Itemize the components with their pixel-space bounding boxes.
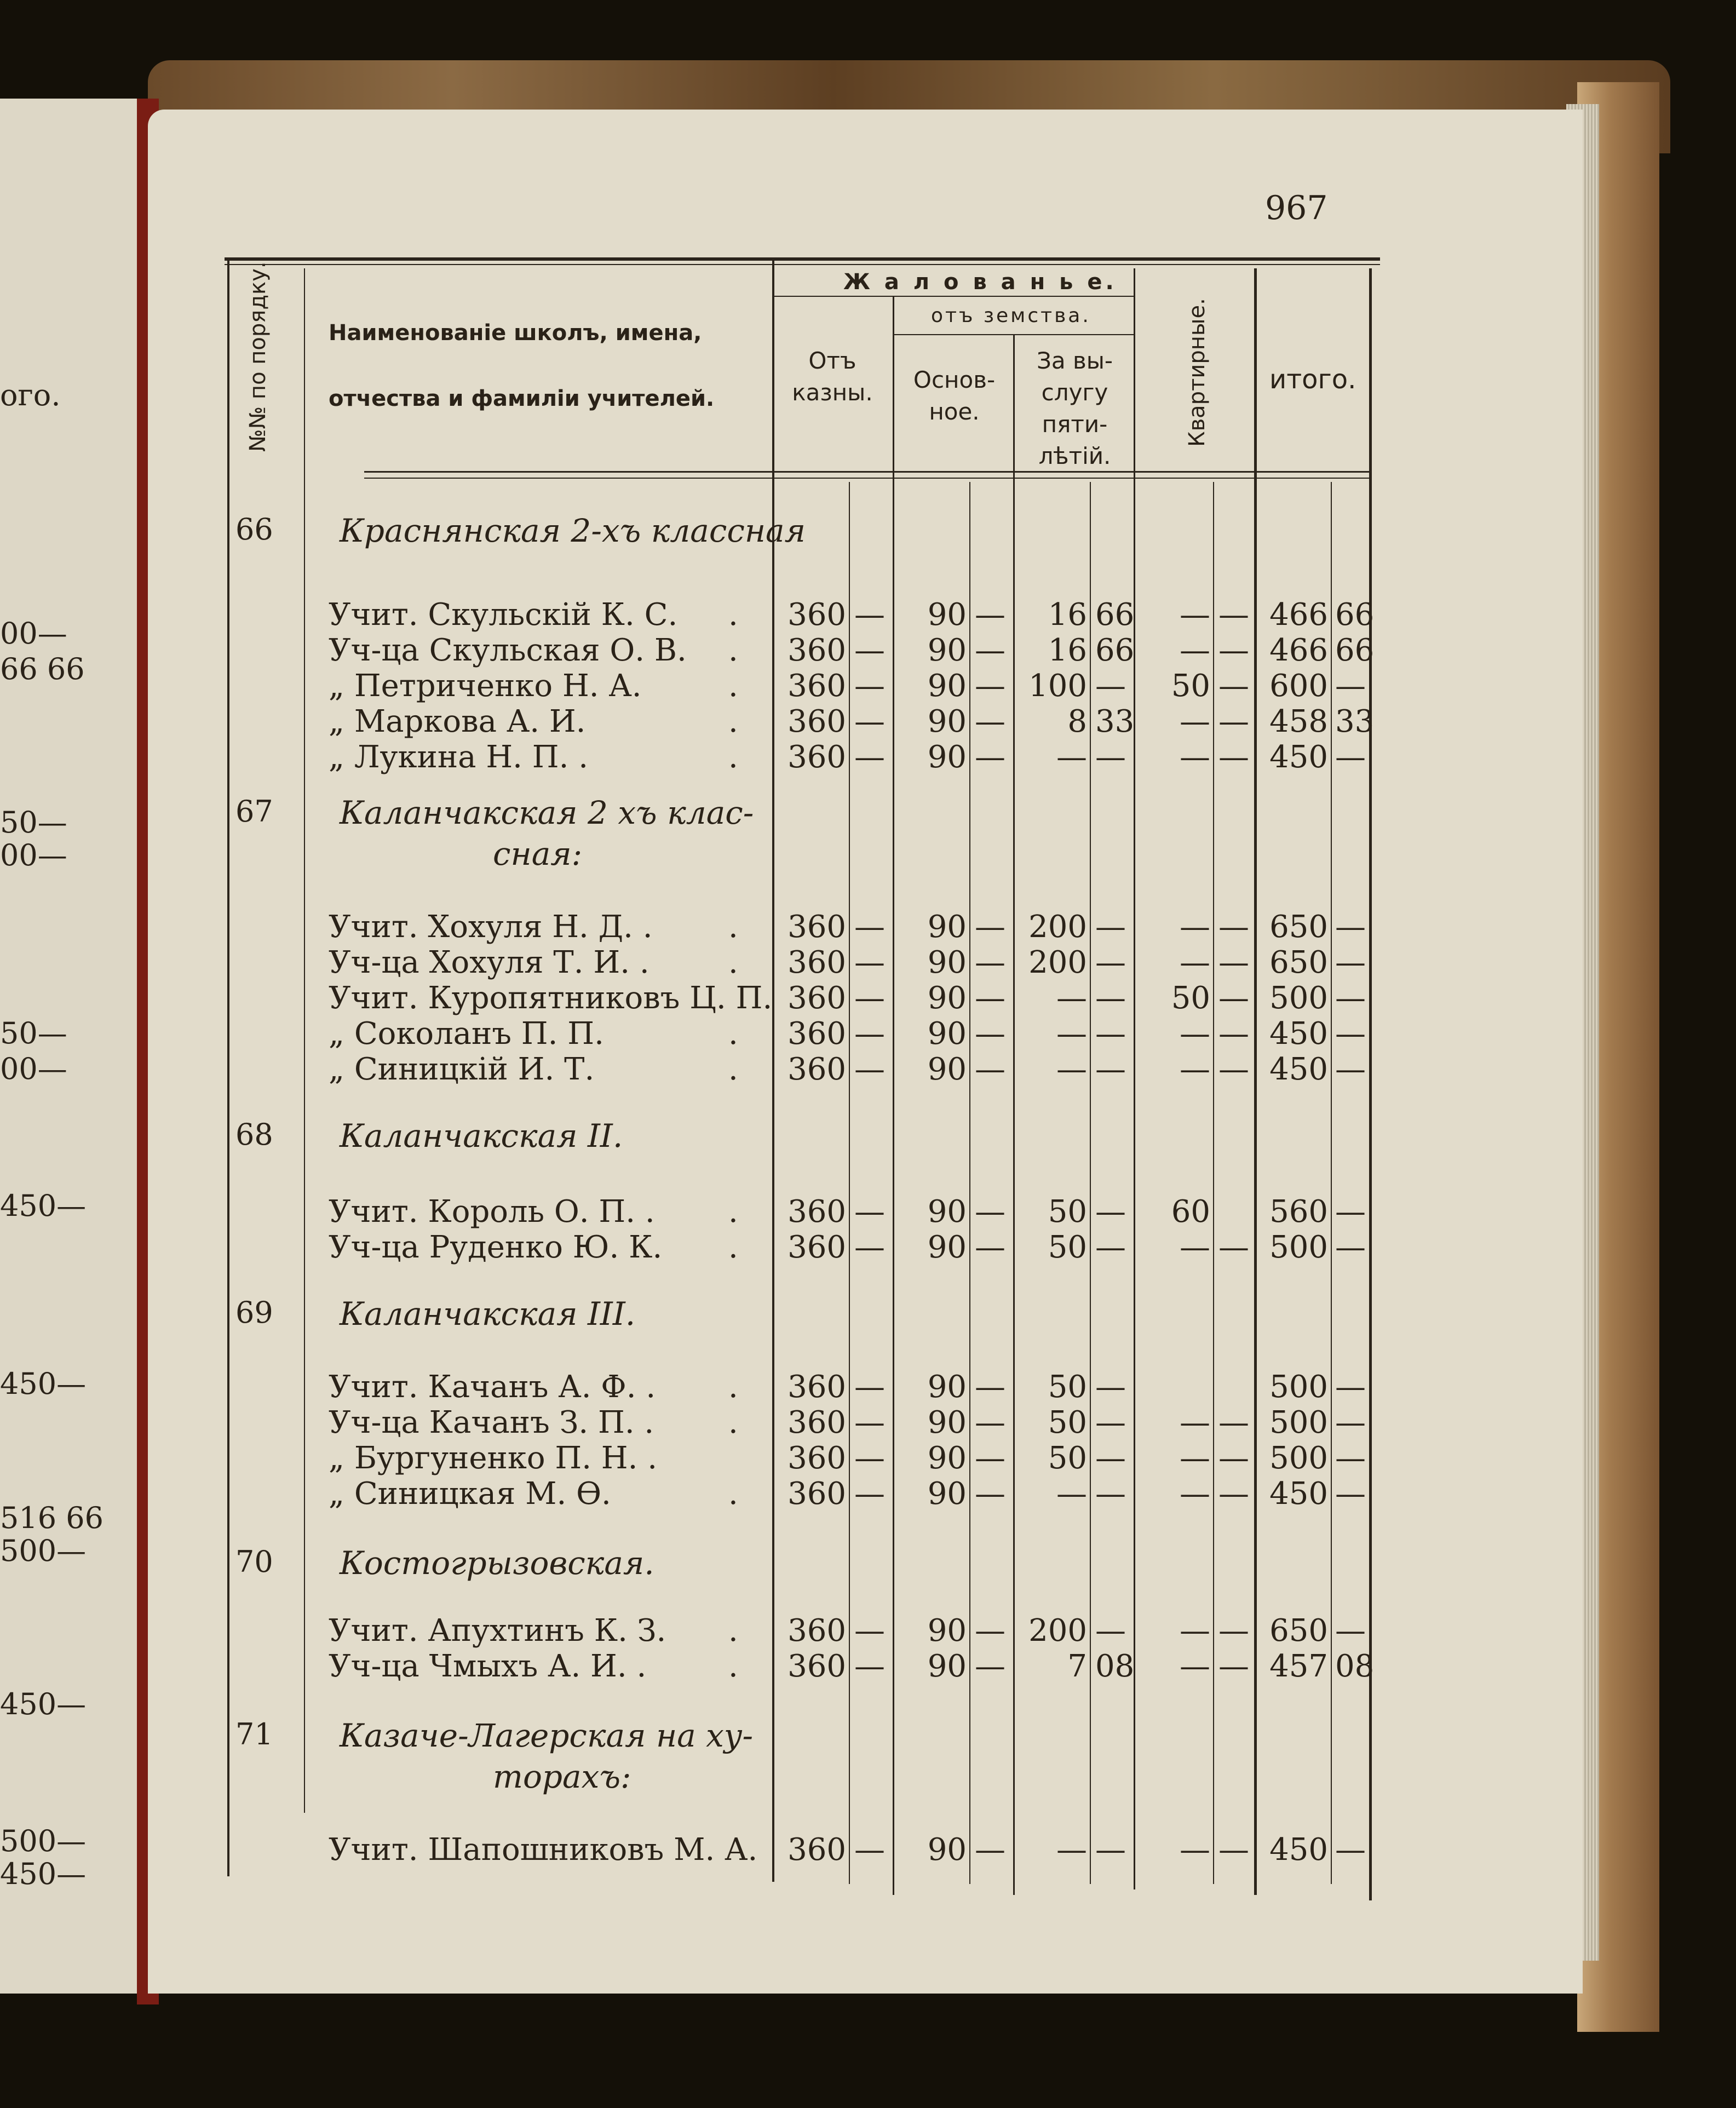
service-fraction: — bbox=[1095, 668, 1126, 704]
subcol-rule-total bbox=[1331, 482, 1332, 1884]
teacher-name: „ Соколанъ П. П. bbox=[329, 1016, 604, 1052]
service-value: — bbox=[1056, 1476, 1087, 1512]
treasury-fraction: — bbox=[854, 739, 885, 775]
leader-dots: . bbox=[728, 909, 738, 945]
total-value: 466 bbox=[1269, 597, 1328, 633]
leader-dots: . bbox=[728, 1649, 738, 1684]
total-value: 450 bbox=[1269, 1016, 1328, 1052]
col-rule-name bbox=[772, 261, 774, 1882]
service-fraction: — bbox=[1095, 909, 1126, 945]
total-fraction: — bbox=[1335, 1405, 1366, 1440]
teacher-name: „ Петриченко Н. А. bbox=[329, 668, 642, 704]
service-fraction: — bbox=[1095, 945, 1126, 980]
leader-dots: . bbox=[728, 1476, 738, 1512]
left-page-value: 516 66 bbox=[0, 1501, 104, 1535]
housing-fraction: — bbox=[1218, 1230, 1249, 1265]
service-fraction: — bbox=[1095, 1613, 1126, 1649]
service-value: 50 bbox=[1048, 1194, 1087, 1230]
subcol-rule-service bbox=[1090, 482, 1091, 1884]
teacher-name: „ Синицкая М. Ѳ. bbox=[329, 1476, 611, 1512]
subcol-rule-treasury bbox=[849, 482, 850, 1884]
basic-value: 90 bbox=[927, 980, 967, 1016]
basic-fraction: — bbox=[975, 633, 1005, 668]
service-fraction: — bbox=[1095, 739, 1126, 775]
treasury-value: 360 bbox=[787, 1016, 846, 1052]
treasury-value: 360 bbox=[787, 945, 846, 980]
housing-fraction: — bbox=[1218, 1440, 1249, 1476]
basic-value: 90 bbox=[927, 1016, 967, 1052]
basic-fraction: — bbox=[975, 1440, 1005, 1476]
treasury-value: 360 bbox=[787, 1052, 846, 1087]
basic-fraction: — bbox=[975, 1230, 1005, 1265]
header-bottom-rule bbox=[364, 471, 1369, 473]
header-housing: Квартирные. bbox=[1185, 298, 1210, 447]
school-index: 69 bbox=[235, 1295, 273, 1330]
basic-value: 90 bbox=[927, 1052, 967, 1087]
left-page-value: 450— bbox=[0, 1366, 87, 1401]
housing-value: — bbox=[1180, 1052, 1210, 1087]
teacher-name: Уч-ца Качанъ З. П. . bbox=[329, 1405, 654, 1440]
housing-fraction: — bbox=[1218, 704, 1249, 739]
leader-dots: . bbox=[728, 668, 738, 704]
total-fraction: — bbox=[1335, 739, 1366, 775]
left-page-value: 450— bbox=[0, 1687, 87, 1721]
leader-dots: . bbox=[728, 1613, 738, 1649]
housing-value: — bbox=[1180, 1016, 1210, 1052]
left-page-value: 50— bbox=[0, 1016, 67, 1050]
col-rule-treasury bbox=[893, 296, 894, 1895]
total-fraction: 33 bbox=[1335, 704, 1375, 739]
treasury-value: 360 bbox=[787, 1649, 846, 1684]
header-basic: Основ- ное. bbox=[913, 366, 996, 425]
total-value: 458 bbox=[1269, 704, 1328, 739]
service-fraction: 66 bbox=[1095, 597, 1135, 633]
total-value: 650 bbox=[1269, 1613, 1328, 1649]
basic-value: 90 bbox=[927, 597, 967, 633]
left-page-value: 450— bbox=[0, 1188, 87, 1223]
school-name: Краснянская 2-хъ классная bbox=[340, 512, 806, 549]
housing-value: — bbox=[1180, 739, 1210, 775]
school-index: 68 bbox=[235, 1117, 273, 1152]
housing-value: — bbox=[1180, 704, 1210, 739]
service-fraction: 33 bbox=[1095, 704, 1135, 739]
service-value: — bbox=[1056, 739, 1087, 775]
total-value: 650 bbox=[1269, 909, 1328, 945]
leader-dots: . bbox=[728, 633, 738, 668]
treasury-value: 360 bbox=[787, 1476, 846, 1512]
housing-fraction: — bbox=[1218, 1832, 1249, 1868]
basic-fraction: — bbox=[975, 1194, 1005, 1230]
treasury-value: 360 bbox=[787, 668, 846, 704]
treasury-fraction: — bbox=[854, 1230, 885, 1265]
basic-value: 90 bbox=[927, 1230, 967, 1265]
basic-value: 90 bbox=[927, 668, 967, 704]
treasury-fraction: — bbox=[854, 1613, 885, 1649]
housing-fraction: — bbox=[1218, 1649, 1249, 1684]
treasury-value: 360 bbox=[787, 1369, 846, 1405]
left-page-header-fragment: ого. bbox=[0, 378, 61, 412]
housing-fraction: — bbox=[1218, 597, 1249, 633]
treasury-value: 360 bbox=[787, 1832, 846, 1868]
basic-value: 90 bbox=[927, 1194, 967, 1230]
service-value: 200 bbox=[1028, 945, 1087, 980]
school-name: Каланчакская II. bbox=[340, 1117, 623, 1154]
header-name-line1: Наименованіе школъ, имена, bbox=[329, 320, 702, 346]
housing-value: — bbox=[1180, 597, 1210, 633]
subcol-rule-housing bbox=[1213, 482, 1214, 1884]
total-fraction: 66 bbox=[1335, 633, 1375, 668]
total-value: 500 bbox=[1269, 1440, 1328, 1476]
left-page-value: 500— bbox=[0, 1533, 87, 1568]
school-name: Костогрызовская. bbox=[340, 1544, 654, 1582]
basic-fraction: — bbox=[975, 1613, 1005, 1649]
total-value: 450 bbox=[1269, 739, 1328, 775]
leader-dots: . bbox=[728, 704, 738, 739]
basic-fraction: — bbox=[975, 1649, 1005, 1684]
treasury-value: 360 bbox=[787, 980, 846, 1016]
treasury-value: 360 bbox=[787, 1194, 846, 1230]
treasury-fraction: — bbox=[854, 668, 885, 704]
col-rule-basic bbox=[1013, 334, 1015, 1895]
housing-fraction: — bbox=[1218, 1405, 1249, 1440]
service-value: — bbox=[1056, 1832, 1087, 1868]
housing-value: — bbox=[1180, 1476, 1210, 1512]
treasury-fraction: — bbox=[854, 1369, 885, 1405]
total-fraction: — bbox=[1335, 980, 1366, 1016]
basic-fraction: — bbox=[975, 1476, 1005, 1512]
treasury-fraction: — bbox=[854, 1405, 885, 1440]
leader-dots: . bbox=[728, 1052, 738, 1087]
service-fraction: — bbox=[1095, 1369, 1126, 1405]
service-value: 16 bbox=[1048, 633, 1087, 668]
header-top-rule bbox=[225, 257, 1380, 261]
housing-fraction: — bbox=[1218, 633, 1249, 668]
service-fraction: — bbox=[1095, 1016, 1126, 1052]
housing-fraction: — bbox=[1218, 1613, 1249, 1649]
treasury-value: 360 bbox=[787, 597, 846, 633]
service-fraction: — bbox=[1095, 1230, 1126, 1265]
housing-value: 50 bbox=[1171, 668, 1210, 704]
total-fraction: — bbox=[1335, 1052, 1366, 1087]
col-rule-service bbox=[1134, 268, 1135, 1889]
basic-value: 90 bbox=[927, 1832, 967, 1868]
total-fraction: — bbox=[1335, 909, 1366, 945]
basic-fraction: — bbox=[975, 704, 1005, 739]
leader-dots: . bbox=[728, 1194, 738, 1230]
treasury-value: 360 bbox=[787, 1613, 846, 1649]
basic-value: 90 bbox=[927, 1613, 967, 1649]
basic-value: 90 bbox=[927, 1476, 967, 1512]
basic-value: 90 bbox=[927, 633, 967, 668]
header-service: За вы- слугу пяти- лѣтій. bbox=[1036, 347, 1113, 469]
total-value: 500 bbox=[1269, 1230, 1328, 1265]
total-value: 466 bbox=[1269, 633, 1328, 668]
basic-value: 90 bbox=[927, 1369, 967, 1405]
total-value: 500 bbox=[1269, 1405, 1328, 1440]
housing-fraction: — bbox=[1218, 1052, 1249, 1087]
total-fraction: — bbox=[1335, 1476, 1366, 1512]
total-fraction: 08 bbox=[1335, 1649, 1375, 1684]
header-salary-group: Ж а л о в а н ь е. bbox=[843, 269, 1117, 295]
total-fraction: — bbox=[1335, 1194, 1366, 1230]
treasury-value: 360 bbox=[787, 909, 846, 945]
basic-fraction: — bbox=[975, 1832, 1005, 1868]
treasury-value: 360 bbox=[787, 1440, 846, 1476]
service-value: 200 bbox=[1028, 1613, 1087, 1649]
left-page-value: 50— bbox=[0, 805, 67, 840]
service-value: 8 bbox=[1067, 704, 1087, 739]
total-fraction: — bbox=[1335, 1016, 1366, 1052]
treasury-fraction: — bbox=[854, 1832, 885, 1868]
housing-fraction: — bbox=[1218, 1016, 1249, 1052]
total-fraction: 66 bbox=[1335, 597, 1375, 633]
header-treasury: Отъ казны. bbox=[792, 347, 873, 406]
housing-fraction: — bbox=[1218, 668, 1249, 704]
teacher-name: Уч-ца Скульская О. В. bbox=[329, 633, 687, 668]
header-bottom-rule-2 bbox=[364, 478, 1369, 479]
service-value: 50 bbox=[1048, 1440, 1087, 1476]
service-value: — bbox=[1056, 1016, 1087, 1052]
housing-value: — bbox=[1180, 633, 1210, 668]
leader-dots: . bbox=[728, 739, 738, 775]
left-page-value: 00— bbox=[0, 616, 67, 651]
total-value: 457 bbox=[1269, 1649, 1328, 1684]
school-name: Каланчакская 2 хъ клас- bbox=[340, 794, 754, 831]
basic-value: 90 bbox=[927, 1440, 967, 1476]
service-fraction: 66 bbox=[1095, 633, 1135, 668]
school-index: 66 bbox=[235, 512, 273, 547]
teacher-name: „ Бургуненко П. Н. . bbox=[329, 1440, 658, 1476]
service-value: 50 bbox=[1048, 1369, 1087, 1405]
housing-fraction: — bbox=[1218, 909, 1249, 945]
basic-value: 90 bbox=[927, 945, 967, 980]
treasury-value: 360 bbox=[787, 704, 846, 739]
housing-value: — bbox=[1180, 1613, 1210, 1649]
leader-dots: . bbox=[728, 1369, 738, 1405]
col-rule-left bbox=[227, 261, 229, 1876]
housing-value: — bbox=[1180, 1440, 1210, 1476]
basic-fraction: — bbox=[975, 1405, 1005, 1440]
basic-value: 90 bbox=[927, 1649, 967, 1684]
service-fraction: — bbox=[1095, 1052, 1126, 1087]
service-value: 200 bbox=[1028, 909, 1087, 945]
service-value: 50 bbox=[1048, 1405, 1087, 1440]
teacher-name: Учит. Куропятниковъ Ц. П. bbox=[329, 980, 773, 1016]
treasury-value: 360 bbox=[787, 1230, 846, 1265]
total-value: 600 bbox=[1269, 668, 1328, 704]
total-fraction: — bbox=[1335, 1613, 1366, 1649]
total-value: 560 bbox=[1269, 1194, 1328, 1230]
basic-fraction: — bbox=[975, 1369, 1005, 1405]
service-value: — bbox=[1056, 980, 1087, 1016]
housing-value: 50 bbox=[1171, 980, 1210, 1016]
treasury-fraction: — bbox=[854, 1016, 885, 1052]
teacher-name: Учит. Король О. П. . bbox=[329, 1194, 655, 1230]
treasury-value: 360 bbox=[787, 1405, 846, 1440]
basic-fraction: — bbox=[975, 597, 1005, 633]
school-index: 67 bbox=[235, 794, 273, 829]
housing-value: — bbox=[1180, 945, 1210, 980]
teacher-name: „ Лукина Н. П. . bbox=[329, 739, 589, 775]
service-fraction: — bbox=[1095, 1194, 1126, 1230]
teacher-name: Учит. Качанъ А. Ф. . bbox=[329, 1369, 656, 1405]
total-fraction: — bbox=[1335, 1230, 1366, 1265]
treasury-fraction: — bbox=[854, 704, 885, 739]
basic-fraction: — bbox=[975, 668, 1005, 704]
teacher-name: Учит. Шапошниковъ М. А. bbox=[329, 1832, 758, 1868]
housing-value: 60 bbox=[1171, 1194, 1210, 1230]
basic-value: 90 bbox=[927, 704, 967, 739]
housing-value: — bbox=[1180, 1230, 1210, 1265]
housing-fraction: — bbox=[1218, 945, 1249, 980]
leader-dots: . bbox=[728, 1230, 738, 1265]
basic-value: 90 bbox=[927, 739, 967, 775]
total-value: 450 bbox=[1269, 1832, 1328, 1868]
treasury-value: 360 bbox=[787, 739, 846, 775]
housing-value: — bbox=[1180, 1832, 1210, 1868]
treasury-fraction: — bbox=[854, 909, 885, 945]
service-value: 16 bbox=[1048, 597, 1087, 633]
treasury-fraction: — bbox=[854, 1440, 885, 1476]
service-value: 7 bbox=[1067, 1649, 1087, 1684]
left-page-value: 00— bbox=[0, 838, 67, 872]
teacher-name: Учит. Хохуля Н. Д. . bbox=[329, 909, 653, 945]
service-fraction: — bbox=[1095, 1405, 1126, 1440]
housing-value: — bbox=[1180, 1649, 1210, 1684]
basic-value: 90 bbox=[927, 909, 967, 945]
total-fraction: — bbox=[1335, 1832, 1366, 1868]
housing-value: — bbox=[1180, 1405, 1210, 1440]
school-index: 71 bbox=[235, 1717, 273, 1751]
total-fraction: — bbox=[1335, 1369, 1366, 1405]
teacher-name: Уч-ца Хохуля Т. И. . bbox=[329, 945, 649, 980]
teacher-name: Уч-ца Чмыхъ А. И. . bbox=[329, 1649, 647, 1684]
school-name: Каланчакская III. bbox=[340, 1295, 636, 1332]
teacher-name: „ Маркова А. И. bbox=[329, 704, 586, 739]
treasury-fraction: — bbox=[854, 945, 885, 980]
salary-group-rule bbox=[772, 296, 1134, 297]
leader-dots: . bbox=[728, 1016, 738, 1052]
left-page-value: 450— bbox=[0, 1857, 87, 1891]
teacher-name: Учит. Скульскій К. С. bbox=[329, 597, 678, 633]
col-rule-housing bbox=[1254, 268, 1257, 1895]
basic-fraction: — bbox=[975, 1016, 1005, 1052]
total-fraction: — bbox=[1335, 1440, 1366, 1476]
service-fraction: — bbox=[1095, 1476, 1126, 1512]
page-number: 967 bbox=[1265, 189, 1328, 227]
col-rule-index bbox=[304, 268, 305, 1813]
leader-dots: . bbox=[728, 945, 738, 980]
header-name-line2: отчества и фамиліи учителей. bbox=[329, 386, 715, 411]
total-value: 450 bbox=[1269, 1476, 1328, 1512]
total-fraction: — bbox=[1335, 945, 1366, 980]
service-fraction: 08 bbox=[1095, 1649, 1135, 1684]
basic-value: 90 bbox=[927, 1405, 967, 1440]
treasury-fraction: — bbox=[854, 1476, 885, 1512]
treasury-fraction: — bbox=[854, 597, 885, 633]
left-page-value: 00— bbox=[0, 1052, 67, 1086]
treasury-fraction: — bbox=[854, 1649, 885, 1684]
service-fraction: — bbox=[1095, 1440, 1126, 1476]
service-value: 100 bbox=[1028, 668, 1087, 704]
service-value: — bbox=[1056, 1052, 1087, 1087]
treasury-fraction: — bbox=[854, 1194, 885, 1230]
basic-fraction: — bbox=[975, 945, 1005, 980]
basic-fraction: — bbox=[975, 909, 1005, 945]
service-fraction: — bbox=[1095, 1832, 1126, 1868]
header-total: итого. bbox=[1269, 364, 1356, 395]
left-page-value: 66 66 bbox=[0, 652, 85, 686]
housing-value: — bbox=[1180, 909, 1210, 945]
subcol-rule-basic bbox=[969, 482, 970, 1884]
header-index-col: №№ по порядку. bbox=[245, 261, 271, 452]
school-name-cont: сная: bbox=[493, 835, 583, 872]
treasury-fraction: — bbox=[854, 633, 885, 668]
total-value: 650 bbox=[1269, 945, 1328, 980]
total-value: 500 bbox=[1269, 980, 1328, 1016]
basic-fraction: — bbox=[975, 739, 1005, 775]
service-value: 50 bbox=[1048, 1230, 1087, 1265]
header-zemstvo-group: отъ земства. bbox=[931, 305, 1091, 327]
treasury-fraction: — bbox=[854, 1052, 885, 1087]
treasury-value: 360 bbox=[787, 633, 846, 668]
housing-fraction: — bbox=[1218, 739, 1249, 775]
service-fraction: — bbox=[1095, 980, 1126, 1016]
school-name: Казаче-Лагерская на ху- bbox=[340, 1717, 754, 1754]
housing-fraction: — bbox=[1218, 1476, 1249, 1512]
total-value: 500 bbox=[1269, 1369, 1328, 1405]
treasury-fraction: — bbox=[854, 980, 885, 1016]
left-page-value: 500— bbox=[0, 1824, 87, 1858]
basic-fraction: — bbox=[975, 1052, 1005, 1087]
teacher-name: „ Синицкій И. Т. bbox=[329, 1052, 595, 1087]
school-name-cont: торахъ: bbox=[493, 1758, 631, 1795]
housing-fraction: — bbox=[1218, 980, 1249, 1016]
total-value: 450 bbox=[1269, 1052, 1328, 1087]
teacher-name: Уч-ца Руденко Ю. К. bbox=[329, 1230, 663, 1265]
leader-dots: . bbox=[728, 1405, 738, 1440]
basic-fraction: — bbox=[975, 980, 1005, 1016]
total-fraction: — bbox=[1335, 668, 1366, 704]
leader-dots: . bbox=[728, 597, 738, 633]
school-index: 70 bbox=[235, 1544, 273, 1579]
header-top-rule-2 bbox=[225, 264, 1380, 265]
teacher-name: Учит. Апухтинъ К. З. bbox=[329, 1613, 666, 1649]
